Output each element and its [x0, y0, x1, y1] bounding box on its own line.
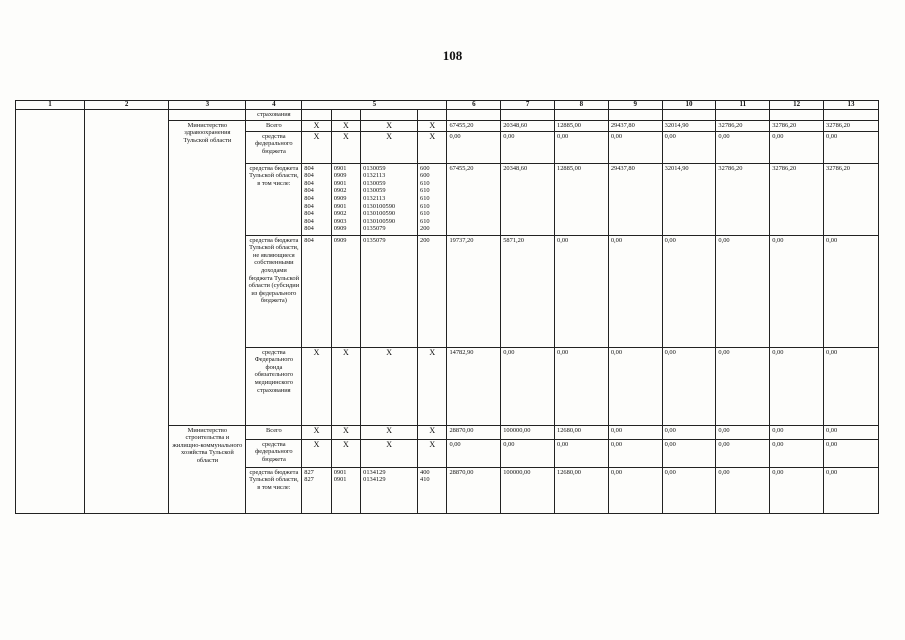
- empty-cell: [824, 110, 879, 121]
- value-cell: 0,00: [501, 131, 555, 163]
- code-value: 0130059: [363, 187, 386, 195]
- code-value: 610: [420, 210, 430, 218]
- value-cell: 0,00: [716, 131, 770, 163]
- code-value: Х: [313, 425, 320, 435]
- value-cell: 0,00: [824, 131, 879, 163]
- code-value: 0130100590: [363, 202, 396, 210]
- value-cell: 0,00: [770, 131, 824, 163]
- code-value: 804: [304, 210, 314, 218]
- value-cell: 0,00: [662, 439, 716, 467]
- code-csr: [361, 235, 418, 347]
- code-value: 0132113: [363, 194, 386, 202]
- code-value: 0130100590: [363, 210, 396, 218]
- header-cell: 7: [501, 101, 555, 110]
- empty-cell: [331, 110, 360, 121]
- code-rz: [331, 425, 360, 439]
- code-value: 600: [420, 172, 430, 180]
- value-cell: 0,00: [716, 347, 770, 425]
- value-cell: 20348,60: [501, 120, 555, 131]
- code-value: Х: [343, 347, 349, 357]
- code-grbs: [302, 131, 331, 163]
- col1-cell: [16, 110, 85, 514]
- value-cell: 0,00: [608, 439, 662, 467]
- header-cell: 2: [85, 101, 169, 110]
- code-vr: [418, 120, 447, 131]
- value-cell: 0,00: [501, 347, 555, 425]
- ministry-name: Министерство строительства и жилищно-коммунального хозяйства Тульской области: [169, 425, 246, 513]
- value-cell: 0,00: [447, 439, 501, 467]
- value-cell: 0,00: [770, 425, 824, 439]
- code-vr: [418, 131, 447, 163]
- code-value: 0901: [333, 179, 347, 187]
- value-cell: 0,00: [770, 439, 824, 467]
- col3-cell: [169, 110, 246, 121]
- header-cell: 8: [555, 101, 609, 110]
- code-value: 0135079: [363, 236, 386, 244]
- value-cell: 0,00: [608, 235, 662, 347]
- funding-source: средства бюджета Тульской области, не являющиеся собственными доходами бюджета Тульской области (субсидии из федерального бюджета): [246, 235, 302, 347]
- code-value: 0135079: [363, 225, 386, 233]
- value-cell: 0,00: [716, 425, 770, 439]
- value-cell: 0,00: [608, 131, 662, 163]
- page-number: 108: [442, 48, 463, 63]
- value-cell: 28870,00: [447, 425, 501, 439]
- value-cell: 32786,20: [824, 163, 879, 235]
- value-cell: 0,00: [770, 347, 824, 425]
- value-cell: 0,00: [824, 347, 879, 425]
- value-cell: 0,00: [555, 347, 609, 425]
- empty-cell: [608, 110, 662, 121]
- code-grbs: [302, 120, 331, 131]
- value-cell: 5871,20: [501, 235, 555, 347]
- funding-source: средства бюджета Тульской области, в том числе:: [246, 467, 302, 513]
- code-grbs: [302, 467, 331, 513]
- value-cell: 100000,00: [501, 425, 555, 439]
- code-value: 610: [420, 194, 430, 202]
- value-cell: 28870,00: [447, 467, 501, 513]
- code-value: 0130100590: [363, 217, 396, 225]
- value-cell: 0,00: [608, 467, 662, 513]
- code-value: 0130059: [363, 179, 386, 187]
- code-vr: [418, 163, 447, 235]
- header-cell: 6: [447, 101, 501, 110]
- carry-over-row: [16, 110, 879, 121]
- value-cell: 12680,00: [555, 467, 609, 513]
- value-cell: 0,00: [608, 425, 662, 439]
- code-value: Х: [386, 425, 392, 435]
- value-cell: 0,00: [555, 235, 609, 347]
- code-value: 0902: [333, 187, 347, 195]
- col2-cell: [85, 110, 169, 514]
- code-value: Х: [429, 131, 436, 141]
- header-cell: 5: [302, 101, 447, 110]
- code-value: 0901: [333, 468, 347, 476]
- code-vr: [418, 425, 447, 439]
- code-csr: [361, 347, 418, 425]
- value-cell: 0,00: [716, 235, 770, 347]
- code-value: 610: [420, 179, 430, 187]
- value-cell: 0,00: [824, 439, 879, 467]
- code-grbs: [302, 347, 331, 425]
- code-value: Х: [313, 120, 320, 130]
- code-value: 600: [420, 164, 430, 172]
- value-cell: 32786,20: [716, 120, 770, 131]
- code-vr: [418, 235, 447, 347]
- value-cell: 0,00: [662, 425, 716, 439]
- value-cell: 32786,20: [716, 163, 770, 235]
- code-value: Х: [343, 131, 349, 141]
- code-rz: [331, 235, 360, 347]
- empty-cell: [501, 110, 555, 121]
- value-cell: 12885,00: [555, 163, 609, 235]
- code-value: Х: [386, 347, 392, 357]
- code-value: 804: [304, 236, 314, 244]
- code-value: 0901: [333, 202, 347, 210]
- value-cell: 0,00: [662, 467, 716, 513]
- code-rz: [331, 347, 360, 425]
- code-value: 400: [420, 468, 430, 476]
- value-cell: 67455,20: [447, 163, 501, 235]
- code-csr: [361, 120, 418, 131]
- empty-cell: [447, 110, 501, 121]
- value-cell: 0,00: [447, 131, 501, 163]
- header-cell: 13: [824, 101, 879, 110]
- code-grbs: [302, 163, 331, 235]
- code-value: 0134129: [363, 468, 386, 476]
- budget-table: [15, 100, 879, 514]
- empty-cell: [770, 110, 824, 121]
- code-value: 0902: [333, 210, 347, 218]
- code-value: 0901: [333, 476, 347, 484]
- code-value: Х: [386, 439, 392, 449]
- code-value: Х: [429, 347, 436, 357]
- empty-cell: [361, 110, 418, 121]
- code-csr: [361, 163, 418, 235]
- header-cell: 11: [716, 101, 770, 110]
- value-cell: 32786,20: [770, 120, 824, 131]
- funding-source: средства федерального бюджета: [246, 439, 302, 467]
- code-value: 0909: [333, 172, 347, 180]
- header-cell: 10: [662, 101, 716, 110]
- code-csr: [361, 131, 418, 163]
- empty-cell: [418, 110, 447, 121]
- code-rz: [331, 131, 360, 163]
- code-value: Х: [429, 425, 436, 435]
- code-value: 0903: [333, 217, 347, 225]
- code-value: Х: [343, 120, 349, 130]
- value-cell: 0,00: [662, 131, 716, 163]
- value-cell: 0,00: [770, 467, 824, 513]
- code-value: 804: [304, 194, 314, 202]
- code-value: 804: [304, 172, 314, 180]
- empty-cell: [662, 110, 716, 121]
- code-value: Х: [343, 425, 349, 435]
- code-value: Х: [313, 131, 320, 141]
- code-vr: [418, 347, 447, 425]
- header-cell: 9: [608, 101, 662, 110]
- code-value: 804: [304, 187, 314, 195]
- code-value: Х: [343, 439, 349, 449]
- header-cell: 1: [16, 101, 85, 110]
- value-cell: 0,00: [501, 439, 555, 467]
- code-rz: [331, 120, 360, 131]
- code-value: 200: [420, 236, 430, 244]
- value-cell: 0,00: [824, 235, 879, 347]
- header-row: [16, 101, 879, 110]
- code-value: 410: [420, 476, 430, 484]
- code-value: 804: [304, 225, 314, 233]
- code-value: 200: [420, 225, 430, 233]
- header-cell: 3: [169, 101, 246, 110]
- code-value: 0134129: [363, 476, 386, 484]
- value-cell: 29437,80: [608, 120, 662, 131]
- empty-cell: [302, 110, 331, 121]
- code-grbs: [302, 235, 331, 347]
- code-value: 610: [420, 187, 430, 195]
- code-csr: [361, 439, 418, 467]
- value-cell: 0,00: [555, 439, 609, 467]
- code-value: 804: [304, 179, 314, 187]
- code-value: Х: [313, 347, 320, 357]
- code-value: 610: [420, 202, 430, 210]
- value-cell: 100000,00: [501, 467, 555, 513]
- code-value: 0901: [333, 164, 347, 172]
- code-value: Х: [429, 120, 436, 130]
- code-csr: [361, 425, 418, 439]
- code-rz: [331, 163, 360, 235]
- value-cell: 32786,20: [824, 120, 879, 131]
- value-cell: 0,00: [608, 347, 662, 425]
- value-cell: 0,00: [555, 131, 609, 163]
- code-value: Х: [429, 439, 436, 449]
- value-cell: 67455,20: [447, 120, 501, 131]
- value-cell: 0,00: [662, 347, 716, 425]
- value-cell: 0,00: [716, 439, 770, 467]
- value-cell: 20348,60: [501, 163, 555, 235]
- funding-source: средства федерального бюджета: [246, 131, 302, 163]
- funding-source: Всего: [246, 120, 302, 131]
- value-cell: 32786,20: [770, 163, 824, 235]
- value-cell: 12680,00: [555, 425, 609, 439]
- code-value: Х: [386, 120, 392, 130]
- code-grbs: [302, 425, 331, 439]
- value-cell: 32014,90: [662, 120, 716, 131]
- code-value: 0909: [333, 225, 347, 233]
- code-value: 804: [304, 202, 314, 210]
- code-value: 0132113: [363, 172, 386, 180]
- empty-cell: [555, 110, 609, 121]
- code-value: 0909: [333, 236, 347, 244]
- code-value: 0130059: [363, 164, 386, 172]
- value-cell: 12885,00: [555, 120, 609, 131]
- carry-over-text: страхования: [246, 110, 302, 121]
- value-cell: 19737,20: [447, 235, 501, 347]
- code-vr: [418, 439, 447, 467]
- code-csr: [361, 467, 418, 513]
- value-cell: 0,00: [770, 235, 824, 347]
- code-rz: [331, 439, 360, 467]
- table-body: [16, 101, 879, 514]
- code-vr: [418, 467, 447, 513]
- value-cell: 0,00: [824, 425, 879, 439]
- code-rz: [331, 467, 360, 513]
- code-value: 804: [304, 164, 314, 172]
- code-grbs: [302, 439, 331, 467]
- code-value: 804: [304, 217, 314, 225]
- funding-source: средства Федерального фонда обязательного медицинского страхования: [246, 347, 302, 425]
- value-cell: 0,00: [662, 235, 716, 347]
- header-cell: 4: [246, 101, 302, 110]
- value-cell: 0,00: [824, 467, 879, 513]
- code-value: Х: [386, 131, 392, 141]
- code-value: 827: [304, 476, 314, 484]
- ministry-name: Министерство здравоохранения Тульской области: [169, 120, 246, 425]
- funding-source: средства бюджета Тульской области, в том числе:: [246, 163, 302, 235]
- empty-cell: [716, 110, 770, 121]
- code-value: 610: [420, 217, 430, 225]
- funding-source: Всего: [246, 425, 302, 439]
- value-cell: 29437,80: [608, 163, 662, 235]
- code-value: 827: [304, 468, 314, 476]
- header-cell: 12: [770, 101, 824, 110]
- value-cell: 0,00: [716, 467, 770, 513]
- code-value: 0909: [333, 194, 347, 202]
- code-value: Х: [313, 439, 320, 449]
- value-cell: 14782,90: [447, 347, 501, 425]
- value-cell: 32014,90: [662, 163, 716, 235]
